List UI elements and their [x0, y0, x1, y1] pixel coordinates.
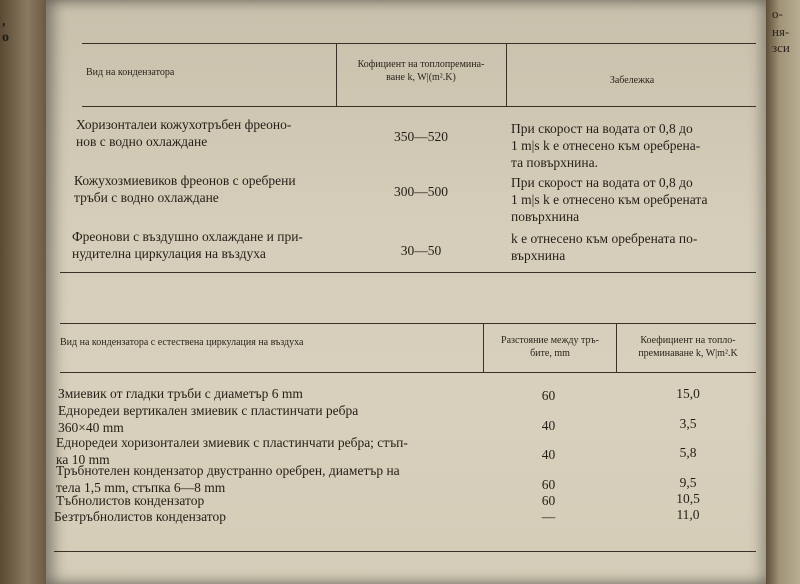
- table1-header-note: Забележка: [609, 75, 655, 86]
- document-page: [46, 0, 766, 584]
- table1-row-note: k е отнесено към оребрената по- върхнина: [511, 231, 698, 263]
- table2-row-distance: 40: [541, 418, 556, 433]
- table2-header-rule: [60, 372, 756, 373]
- table2-row-coef: 10,5: [676, 491, 700, 506]
- table1-row-note: При скорост на водата от 0,8 до 1 m|s k е отнесено към оребрената повърхнина: [511, 175, 708, 224]
- table2-col-divider: [616, 324, 617, 372]
- table1-row-value: 300—500: [394, 184, 448, 199]
- table2-row-coef: 5,8: [679, 445, 697, 460]
- table2-row-distance: 60: [541, 477, 556, 492]
- table2-row-coef: 11,0: [676, 507, 700, 522]
- table2-row-name: Безтръбнолистов кондензатор: [54, 509, 227, 524]
- table2-row-name: Едноредеи вертикален змиевик с пластинчати ребра 360×40 mm: [58, 403, 359, 435]
- table1-col-divider: [506, 44, 507, 106]
- table2-header-distance: Разстояние между тръ- бите, mm: [501, 335, 599, 359]
- table1-top-rule: [82, 43, 756, 44]
- table2-header-type: Вид на кондензатора с естествена циркулация на въздуха: [60, 337, 304, 348]
- table2-header-coef: Коефициент на топло- преминаване k, W|m².K: [638, 335, 738, 359]
- left-page-edge: [0, 0, 46, 584]
- table2-row-coef: 9,5: [679, 475, 697, 490]
- table1-row-value: 30—50: [400, 243, 442, 258]
- right-page-edge: [766, 0, 800, 584]
- table2-row-coef: 15,0: [676, 386, 700, 401]
- table2-row-coef: 3,5: [679, 416, 697, 431]
- table1-header-rule: [82, 106, 756, 107]
- table2-top-rule: [60, 323, 756, 324]
- table2-row-name: Едноредеи хоризонталеи змиевик с пластинчати ребра; стъп- ка 10 mm: [56, 435, 408, 467]
- table2-row-distance: 40: [541, 447, 556, 462]
- table1-header-coef: Кофициент на топлопремина- ване k, W|(m².K): [357, 59, 485, 83]
- table1-row-name: Кожухозмиевиков фреонов с оребрени тръби с водно охлаждане: [74, 173, 296, 205]
- right-margin-fragment: о-: [772, 6, 783, 21]
- left-margin-fragment: о: [2, 30, 9, 45]
- table2-row-name: Тъбнолистов кондензатор: [56, 493, 205, 508]
- table2-row-distance: 60: [541, 493, 556, 508]
- table1-row-value: 350—520: [394, 129, 448, 144]
- right-margin-fragment: ня-: [772, 24, 790, 39]
- table1-bottom-rule: [60, 272, 756, 273]
- right-margin-fragment: зси: [772, 40, 790, 55]
- table2-row-distance: —: [541, 509, 556, 524]
- left-margin-fragment: ,: [2, 14, 6, 29]
- table2-row-name: Тръбнотелен кондензатор двустранно оребрен, диаметър на тела 1,5 mm, стъпка 6—8 mm: [56, 463, 400, 495]
- table2-col-divider: [483, 324, 484, 372]
- table1-row-name: Хоризонталеи кожухотръбен фреоно- нов с водно охлаждане: [76, 117, 292, 149]
- table1-row-name: Фреонови с въздушно охлаждане и при- нудителна циркулация на въздуха: [72, 229, 303, 261]
- table2-row-distance: 60: [541, 388, 556, 403]
- table2-row-name: Змиевик от гладки тръби с диаметър 6 mm: [58, 386, 303, 401]
- table2-bottom-rule: [54, 551, 756, 552]
- table1-row-note: При скорост на водата от 0,8 до 1 m|s k е отнесено към оребрена- та повърхнина.: [511, 121, 701, 170]
- table1-header-type: Вид на кондензатора: [86, 67, 175, 78]
- table1-col-divider: [336, 44, 337, 106]
